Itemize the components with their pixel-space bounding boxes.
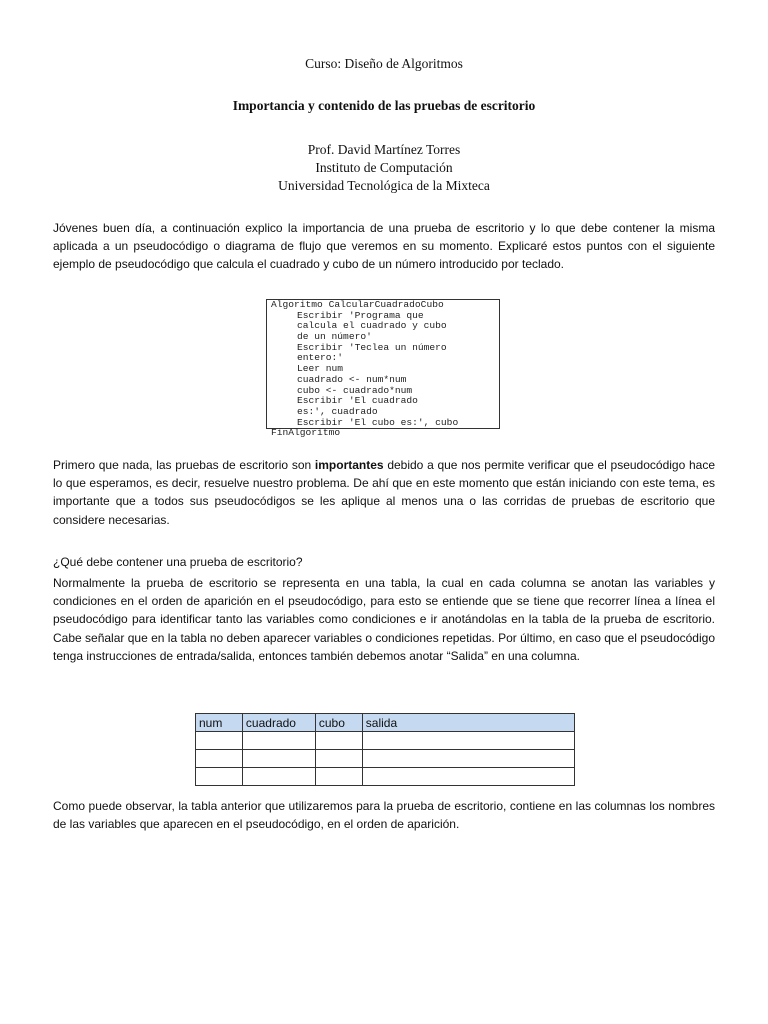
code-line: de un número' — [297, 331, 372, 343]
table-header-row — [196, 714, 575, 732]
column-header-cubo: cubo — [315, 714, 362, 732]
table-cell — [196, 750, 243, 768]
column-header-num: num — [196, 714, 243, 732]
column-header-salida: salida — [362, 714, 574, 732]
code-line: Escribir 'El cuadrado — [297, 395, 418, 407]
code-line: Algoritmo CalcularCuadradoCubo — [271, 299, 444, 310]
closing-paragraph: Como puede observar, la tabla anterior que utilizaremos para la prueba de escritorio, contiene en las columnas los nombres de las variables que aparecen en el pseudocódigo, en el orden de aparición. — [53, 799, 715, 832]
pseudocode-image — [266, 299, 500, 439]
table-row — [196, 732, 575, 750]
code-line: calcula el cuadrado y cubo — [297, 320, 447, 332]
desk-check-table — [195, 713, 575, 786]
section-question: ¿Qué debe contener una prueba de escritorio? — [53, 555, 303, 569]
importance-text-after: debido a que nos permite verificar que el pseudocódigo hace lo que esperamos, es decir, resuelve nuestro problema. De ahí que en este momento que están iniciando con este tema, es importante que a todos sus pseudocódigos se les aplique al menos una o las corridas de pruebas de escritorio que considere necesarias. — [53, 458, 715, 527]
table-cell — [315, 768, 362, 786]
author-university: Universidad Tecnológica de la Mixteca — [278, 178, 490, 193]
intro-paragraph: Jóvenes buen día, a continuación explico la importancia de una prueba de escritorio y lo que debe contener la misma aplicada a un pseudocódigo o diagrama de flujo que veremos en su momento. Explicaré estos puntos con el siguiente ejemplo de pseudocódigo que calcula el cuadrado y cubo de un número introducido por teclado. — [53, 221, 715, 272]
table-cell — [242, 750, 315, 768]
importance-paragraph — [53, 456, 715, 529]
importance-text-before: Primero que nada, las pruebas de escritorio son — [53, 458, 315, 472]
table-cell — [196, 768, 243, 786]
code-line: Escribir 'El cubo es:', cubo — [297, 416, 459, 428]
importance-bold-word: importantes — [314, 458, 384, 472]
table-cell — [362, 732, 574, 750]
table-cell — [362, 768, 574, 786]
course-title: Curso: Diseño de Algoritmos — [305, 56, 463, 71]
code-line: cubo <- cuadrado*num — [297, 384, 413, 396]
content-paragraph: Normalmente la prueba de escritorio se representa en una tabla, la cual en cada columna se anotan las variables y condiciones en el orden de aparición en el pseudocódigo, para esto se entiende que se tiene que recorrer línea a línea el pseudocódigo para identificar tanto las variables como condiciones e ir anotándolas en la tabla de la prueba de escritorio. Cabe señalar que en la tabla no deben aparecer variables o condiciones repetidas. Por último, en caso que el pseudocódigo tenga instrucciones de entrada/salida, entonces también debemos anotar “Salida” en una columna. — [53, 576, 715, 663]
table-cell — [362, 750, 574, 768]
table-cell — [315, 732, 362, 750]
table-cell — [315, 750, 362, 768]
code-line: Escribir 'Programa que — [297, 309, 424, 321]
table-row — [196, 750, 575, 768]
author-institute: Instituto de Computación — [315, 160, 453, 175]
author-block — [0, 141, 768, 195]
author-name: Prof. David Martínez Torres — [307, 142, 461, 157]
code-line: FinAlgoritmo — [271, 427, 341, 439]
code-line: entero:' — [297, 352, 344, 364]
document-title: Importancia y contenido de las pruebas de escritorio — [232, 98, 536, 113]
code-line: Escribir 'Teclea un número — [297, 341, 447, 353]
table-cell — [242, 768, 315, 786]
table-cell — [242, 732, 315, 750]
code-line: Leer num — [297, 363, 344, 375]
table-row — [196, 768, 575, 786]
table-cell — [196, 732, 243, 750]
code-line: cuadrado <- num*num — [297, 373, 407, 385]
column-header-cuadrado: cuadrado — [242, 714, 315, 732]
code-line: es:', cuadrado — [297, 405, 378, 417]
